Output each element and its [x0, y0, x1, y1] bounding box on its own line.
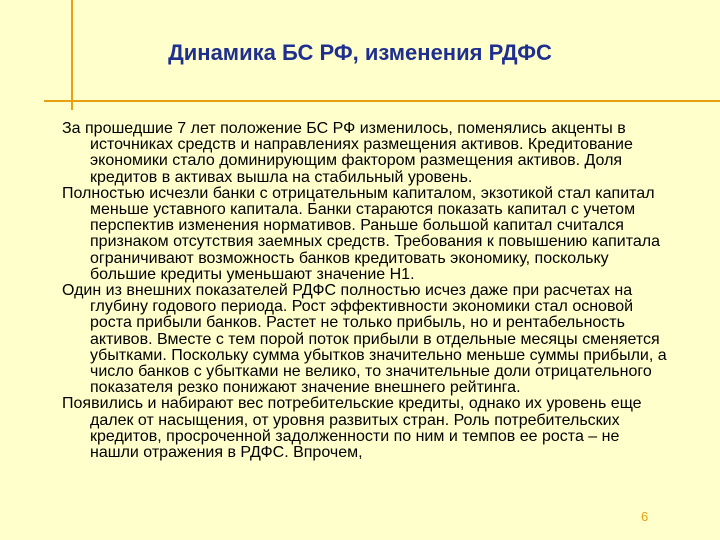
page-number: 6: [641, 509, 649, 524]
paragraph-2: Полностью исчезли банки с отрицательным капиталом, экзотикой стал капитал меньше уставного капитала. Банки стараются показать капитал с учетом перспектив изменения нормативов. Раньше большой капитал считался признаком отсутствия заемных средств. Требования к повышению капитала ограничивают возможность банков кредитовать экономику, поскольку большие кредиты уменьшают значение Н1.: [62, 184, 660, 283]
paragraph-3: Один из внешних показателей РДФС полностью исчез даже при расчетах на глубину годового периода. Рост эффективности экономики стал основой роста прибыли банков. Растет не только прибыль, но и рентабельность активов. Вместе с тем порой поток прибыли в отдельные месяцы сменяется убытками. Поскольку сумма убытков значительно меньше суммы прибыли, а число банков с убытками не велико, то значительные доли отрицательного показателя резко понижают значение внешнего рейтинга.: [62, 282, 667, 397]
slide-body: [62, 121, 672, 461]
title-underline: [44, 100, 720, 102]
slide-title: Динамика БС РФ, изменения РДФС: [168, 40, 552, 65]
paragraph-4: Появились и набирают вес потребительские кредиты, однако их уровень еще далек от насыщения, от уровня развитых стран. Роль потребительских кредитов, просроченной задолженности по ним и темпов ее роста – не нашли отражения в РДФС. Впрочем,: [62, 395, 642, 462]
paragraph-1: За прошедшие 7 лет положение БС РФ изменилось, поменялись акценты в источниках средств и направлениях размещения активов. Кредитование экономики стало доминирующим фактором размещения активов. Доля кредитов в активах вышла на стабильный уровень.: [62, 120, 633, 186]
